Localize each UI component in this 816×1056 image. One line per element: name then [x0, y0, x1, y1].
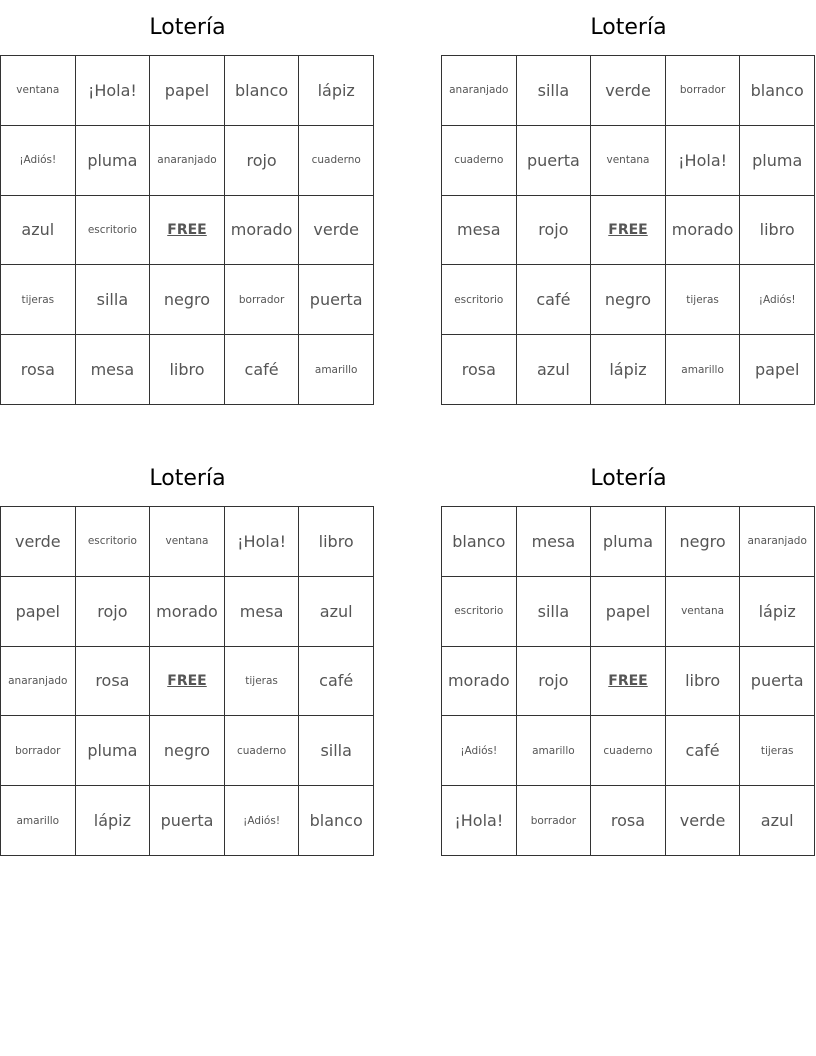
bingo-cell: mesa: [442, 196, 517, 266]
bingo-grid: [0, 506, 374, 856]
bingo-cell: rojo: [517, 647, 592, 717]
bingo-cell: anaranjado: [1, 647, 76, 717]
bingo-cell: mesa: [76, 335, 151, 405]
bingo-cell: tijeras: [1, 265, 76, 335]
bingo-cell: anaranjado: [442, 56, 517, 126]
bingo-cell: azul: [1, 196, 76, 266]
bingo-grid: [441, 55, 815, 405]
bingo-cell: verde: [299, 196, 374, 266]
bingo-cell: ¡Adiós!: [740, 265, 815, 335]
bingo-cell: borrador: [666, 56, 741, 126]
bingo-cell: ¡Adiós!: [1, 126, 76, 196]
bingo-cell: ¡Hola!: [666, 126, 741, 196]
bingo-cell: cuaderno: [591, 716, 666, 786]
bingo-cell: blanco: [442, 507, 517, 577]
bingo-cell: lápiz: [740, 577, 815, 647]
bingo-cell: ventana: [150, 507, 225, 577]
bingo-cell: silla: [517, 56, 592, 126]
bingo-cell: ¡Adiós!: [225, 786, 300, 856]
bingo-cell: cuaderno: [299, 126, 374, 196]
bingo-cell: tijeras: [740, 716, 815, 786]
bingo-cell: lápiz: [76, 786, 151, 856]
bingo-cell: puerta: [517, 126, 592, 196]
bingo-cell: escritorio: [442, 265, 517, 335]
bingo-cell: borrador: [517, 786, 592, 856]
bingo-cell: puerta: [150, 786, 225, 856]
bingo-cell: ¡Hola!: [76, 56, 151, 126]
bingo-cell: pluma: [76, 126, 151, 196]
bingo-cell: pluma: [591, 507, 666, 577]
bingo-cell: morado: [225, 196, 300, 266]
bingo-cell: silla: [76, 265, 151, 335]
bingo-cell: pluma: [76, 716, 151, 786]
bingo-cell: blanco: [225, 56, 300, 126]
bingo-cell: rosa: [591, 786, 666, 856]
bingo-cell: azul: [299, 577, 374, 647]
bingo-cell: negro: [591, 265, 666, 335]
bingo-cell: papel: [740, 335, 815, 405]
bingo-cell: ¡Hola!: [442, 786, 517, 856]
bingo-cell: verde: [1, 507, 76, 577]
bingo-cell: morado: [666, 196, 741, 266]
bingo-cell: negro: [150, 265, 225, 335]
bingo-cell: café: [666, 716, 741, 786]
bingo-grid: [441, 506, 815, 856]
bingo-cell: negro: [150, 716, 225, 786]
free-space: FREE: [591, 647, 666, 717]
bingo-cell: verde: [666, 786, 741, 856]
card-title: Lotería: [590, 15, 667, 40]
bingo-cell: cuaderno: [225, 716, 300, 786]
bingo-cell: morado: [150, 577, 225, 647]
bingo-cell: escritorio: [76, 507, 151, 577]
bingo-cell: café: [517, 265, 592, 335]
bingo-cell: ¡Hola!: [225, 507, 300, 577]
bingo-cell: blanco: [299, 786, 374, 856]
bingo-cell: amarillo: [517, 716, 592, 786]
card-title: Lotería: [149, 15, 226, 40]
bingo-cell: cuaderno: [442, 126, 517, 196]
bingo-cell: tijeras: [666, 265, 741, 335]
bingo-cell: tijeras: [225, 647, 300, 717]
bingo-cell: mesa: [517, 507, 592, 577]
card-title: Lotería: [149, 466, 226, 491]
bingo-cell: borrador: [225, 265, 300, 335]
bingo-cell: ventana: [666, 577, 741, 647]
bingo-cell: café: [299, 647, 374, 717]
card-title: Lotería: [590, 466, 667, 491]
bingo-cell: amarillo: [666, 335, 741, 405]
bingo-cell: rojo: [76, 577, 151, 647]
bingo-cell: puerta: [740, 647, 815, 717]
bingo-cell: azul: [517, 335, 592, 405]
bingo-cell: amarillo: [1, 786, 76, 856]
bingo-cell: ventana: [591, 126, 666, 196]
bingo-cell: papel: [150, 56, 225, 126]
bingo-cell: escritorio: [76, 196, 151, 266]
bingo-cell: anaranjado: [740, 507, 815, 577]
bingo-cell: verde: [591, 56, 666, 126]
bingo-cell: blanco: [740, 56, 815, 126]
bingo-cell: escritorio: [442, 577, 517, 647]
free-space: FREE: [591, 196, 666, 266]
bingo-cell: morado: [442, 647, 517, 717]
bingo-cell: rosa: [76, 647, 151, 717]
bingo-cell: café: [225, 335, 300, 405]
bingo-grid: [0, 55, 374, 405]
bingo-cell: libro: [299, 507, 374, 577]
bingo-cell: rojo: [517, 196, 592, 266]
bingo-cell: anaranjado: [150, 126, 225, 196]
bingo-cell: puerta: [299, 265, 374, 335]
bingo-cell: rosa: [442, 335, 517, 405]
bingo-cell: mesa: [225, 577, 300, 647]
bingo-cell: silla: [517, 577, 592, 647]
bingo-cell: libro: [666, 647, 741, 717]
free-space: FREE: [150, 196, 225, 266]
bingo-cell: libro: [150, 335, 225, 405]
bingo-cell: borrador: [1, 716, 76, 786]
bingo-cell: rosa: [1, 335, 76, 405]
bingo-cell: pluma: [740, 126, 815, 196]
bingo-cell: ventana: [1, 56, 76, 126]
bingo-cell: lápiz: [299, 56, 374, 126]
bingo-cell: azul: [740, 786, 815, 856]
bingo-cell: libro: [740, 196, 815, 266]
free-space: FREE: [150, 647, 225, 717]
bingo-cell: rojo: [225, 126, 300, 196]
bingo-cell: amarillo: [299, 335, 374, 405]
bingo-cell: lápiz: [591, 335, 666, 405]
bingo-cell: papel: [1, 577, 76, 647]
bingo-cell: ¡Adiós!: [442, 716, 517, 786]
bingo-cell: negro: [666, 507, 741, 577]
bingo-cell: silla: [299, 716, 374, 786]
bingo-cell: papel: [591, 577, 666, 647]
